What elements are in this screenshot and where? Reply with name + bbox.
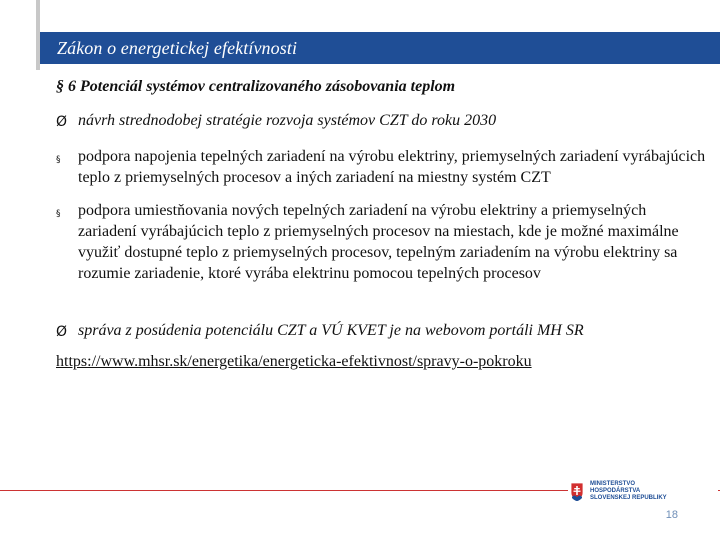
page-number: 18 (665, 509, 678, 521)
bullet-text: podpora napojenia tepelných zariadení na výrobu elektriny, priemyselných zariadení vyrábajúcich teplo z priemyselných procesov a iných zariadení na miestny systém CZT (78, 148, 706, 186)
title-bar (40, 32, 720, 64)
slovak-coat-of-arms-icon (570, 482, 584, 502)
arrow-bullet-icon: Ø (56, 114, 68, 130)
bullet-item-4 (56, 320, 706, 341)
logo-text: MINISTERSTVO HOSPODÁRSTVA SLOVENSKEJ REPUBLIKY (590, 481, 667, 501)
bullet-item-1 (56, 110, 706, 131)
bullet-text: správa z posúdenia potenciálu CZT a VÚ KVET je na webovom portáli MH SR (78, 322, 584, 339)
bullet-text: podpora umiestňovania nových tepelných zariadení na výrobu elektriny a priemyselných zariadení vyrábajúcich teplo z priemyselných procesov na miestach, kde je možné maximálne využiť dostupné teplo z priemyselných procesov, tepelným zariadením na výrobu elektriny sa rozumie zariadenie, ktoré vyrába elektrinu pomocou tepelných procesov (78, 202, 679, 282)
square-bullet-icon: § (56, 209, 61, 219)
bullet-text: návrh strednodobej stratégie rozvoja systémov CZT do roku 2030 (78, 112, 497, 129)
bullet-item-3 (56, 200, 706, 284)
bullet-item-2 (56, 146, 706, 188)
ministry-logo (568, 480, 718, 508)
section-heading: § 6 Potenciál systémov centralizovaného zásobovania teplom (56, 78, 456, 95)
arrow-bullet-icon: Ø (56, 324, 68, 340)
square-bullet-icon: § (56, 155, 61, 165)
report-link[interactable]: https://www.mhsr.sk/energetika/energeticka-efektivnost/spravy-o-pokroku (56, 353, 532, 370)
slide-title: Zákon o energetickej efektívnosti (57, 38, 298, 58)
